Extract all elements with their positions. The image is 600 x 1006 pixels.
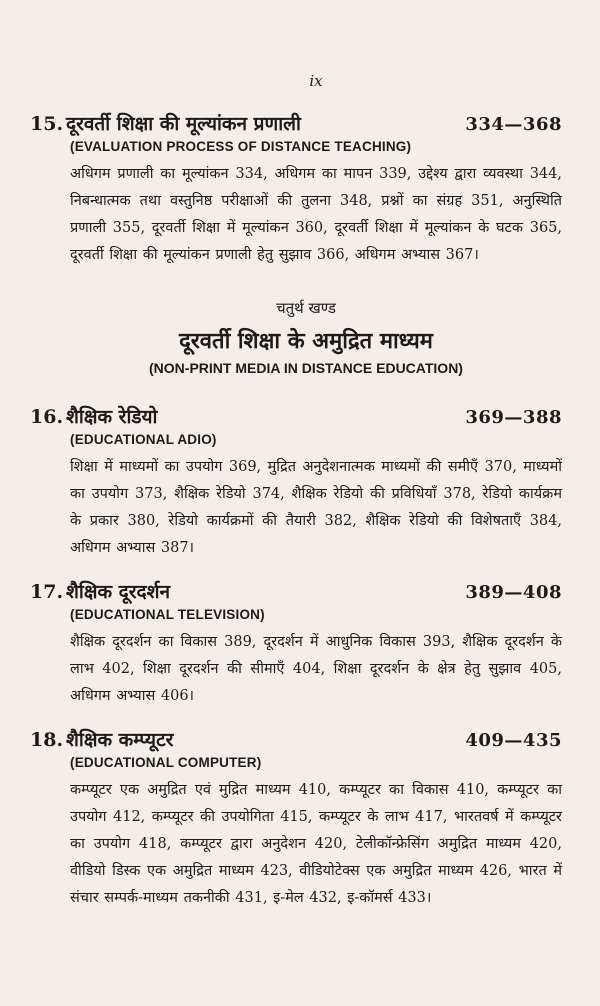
chapter-page-range: 389—408 — [465, 582, 562, 603]
chapter-title-english: (EDUCATIONAL ADIO) — [70, 432, 217, 447]
section-label: चतुर्थ खण्ड — [276, 299, 336, 317]
chapter-17 — [30, 580, 562, 710]
page-number: ix — [309, 72, 323, 90]
chapter-topics: कम्प्यूटर एक अमुद्रित एवं मुद्रित माध्यम 410, कम्प्यूटर का विकास 410, कम्प्यूटर का उपयोग 412, कम्प्यूटर की उपयोगिता 415, कम्प्यूटर के लाभ 417, भारतवर्ष में कम्प्यूटर का उपयोग 418, कम्प्यूटर द्वारा अनुदेशन 420, टेलीकॉन्फ्रेसिंग अमुद्रित माध्यम 420, वीडियो डिस्क एक अमुद्रित माध्यम 423, वीडियोटेक्स एक अमुद्रित माध्यम 426, भारत में संचार सम्पर्क-माध्यम तकनीकी 431, इ-मेल 432, इ-कॉमर्स 433। — [70, 782, 562, 906]
chapter-page-range: 334—368 — [465, 114, 562, 135]
chapter-heading — [30, 580, 562, 605]
chapter-title-hindi: शैक्षिक कम्प्यूटर — [66, 729, 174, 751]
chapter-title-hindi: शैक्षिक दूरदर्शन — [66, 581, 171, 603]
chapter-number: 17. — [30, 581, 64, 603]
section-heading — [50, 297, 562, 379]
section-title-hindi: दूरवर्ती शिक्षा के अमुद्रित माध्यम — [179, 328, 433, 354]
chapter-18 — [30, 728, 562, 912]
chapter-title-english: (EVALUATION PROCESS OF DISTANCE TEACHING) — [70, 139, 412, 154]
section-title-english: (NON-PRINT MEDIA IN DISTANCE EDUCATION) — [149, 360, 463, 376]
chapter-number: 18. — [30, 729, 64, 751]
chapter-number: 16. — [30, 406, 64, 428]
chapter-heading — [30, 728, 562, 753]
chapter-page-range: 369—388 — [465, 407, 562, 428]
chapter-topics: अधिगम प्रणाली का मूल्यांकन 334, अधिगम का मापन 339, उद्देश्य द्वारा व्यवस्था 344, निबन्धात्मक तथा वस्तुनिष्ठ परीक्षाओं की तुलना 348, प्रश्नों का संग्रह 351, अनुस्थिति प्रणाली 355, दूरवर्ती शिक्षा में मूल्यांकन 360, दूरवर्ती शिक्षा में मूल्यांकन के घटक 365, दूरवर्ती शिक्षा की मूल्यांकन प्रणाली हेतु सुझाव 366, अधिगम अभ्यास 367। — [70, 166, 562, 263]
chapter-15 — [30, 112, 562, 269]
chapter-16 — [30, 405, 562, 562]
chapter-heading — [30, 405, 562, 430]
chapter-number: 15. — [30, 113, 64, 135]
chapter-heading — [30, 112, 562, 137]
chapter-title-english: (EDUCATIONAL COMPUTER) — [70, 755, 262, 770]
chapter-topics: शैक्षिक दूरदर्शन का विकास 389, दूरदर्शन में आधुनिक विकास 393, शैक्षिक दूरदर्शन के लाभ 402, शिक्षा दूरदर्शन की सीमाएँ 404, शिक्षा दूरदर्शन के क्षेत्र हेतु सुझाव 405, अधिगम अभ्यास 406। — [70, 634, 562, 704]
chapter-topics: शिक्षा में माध्यमों का उपयोग 369, मुद्रित अनुदेशनात्मक माध्यमों की समीएँ 370, माध्यमों का उपयोग 373, शैक्षिक रेडियो 374, शैक्षिक रेडियो की प्रविधियाँ 378, रेडियो कार्यक्रम के प्रकार 380, रेडियो कार्यक्रमों की तैयारी 382, शैक्षिक रेडियो की विशेषताएँ 384, अधिगम अभ्यास 387। — [70, 459, 562, 556]
chapter-title-english: (EDUCATIONAL TELEVISION) — [70, 607, 265, 622]
chapter-page-range: 409—435 — [465, 730, 562, 751]
chapter-title-hindi: शैक्षिक रेडियो — [66, 406, 158, 428]
chapter-title-hindi: दूरवर्ती शिक्षा की मूल्यांकन प्रणाली — [66, 113, 301, 135]
